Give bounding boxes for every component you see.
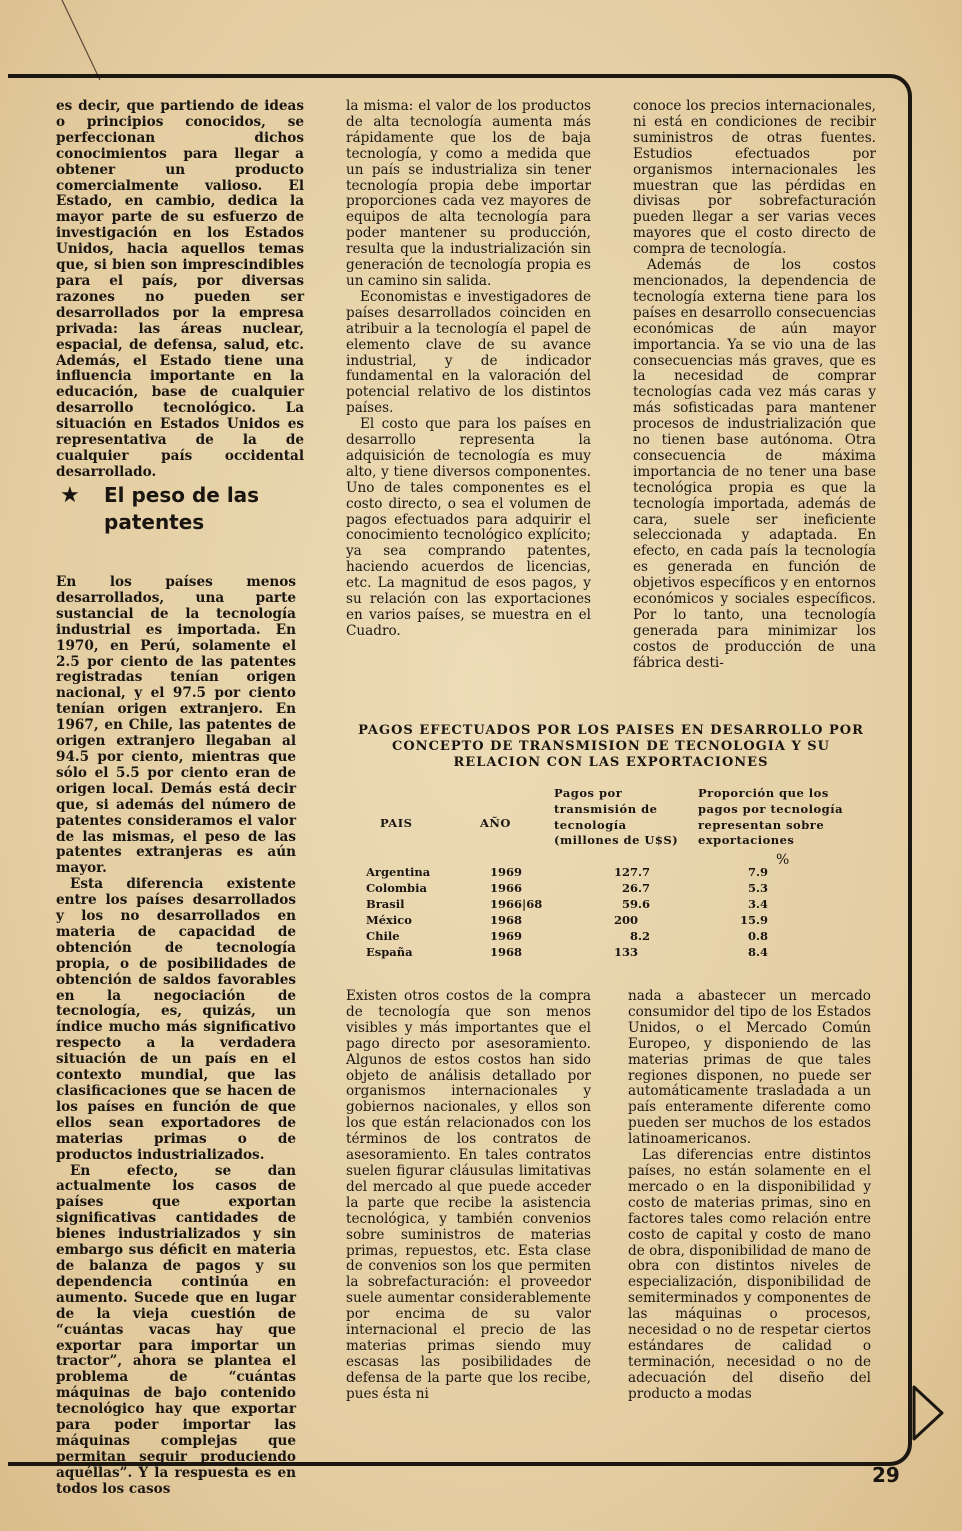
cell-anio: 1966 — [490, 881, 523, 895]
cell-prop: 5.3 — [747, 881, 768, 895]
header-pais: PAIS — [380, 816, 413, 830]
cell-pais: Chile — [366, 929, 400, 943]
table-row — [362, 896, 882, 912]
cell-anio: 1969 — [490, 865, 523, 879]
cell-anio: 1966|68 — [490, 897, 543, 911]
cell-pais: España — [366, 945, 413, 959]
paragraph: Además de los costos mencionados, la dependencia de tecnología externa tiene para los países en desarrollo consecuencias económicas de aún mayor importancia. Ya se vio una de las consecuencias más graves, que es la necesidad de comprar tecnologías cada vez más caras y más sofisticadas para mantener procesos de industrialización que no tienen base autónoma. Otra consecuencia de máxima importancia de no tener una base tecnológica propia es que la tecnología importada, además de cara, suele ser ineficiente seleccionada y adaptada. En efecto, en cada país la tecnología es generada en función de objetivos específicos y en entornos económicos y sociales específicos. Por lo tanto, una tecnología generada para minimizar los costos de producción de una fábrica desti- — [633, 257, 876, 671]
cell-prop: 7.9 — [747, 865, 768, 879]
cell-prop: 8.4 — [747, 945, 768, 959]
cell-pais: Colombia — [366, 881, 427, 895]
column-1-bottom — [56, 575, 296, 1498]
cell-prop: 3.4 — [747, 897, 768, 911]
header-proporcion: Proporción que los pagos por tecnología representan sobre exportaciones — [698, 786, 844, 848]
paragraph: Economistas e investigadores de países desarrollados coinciden en atribuir a la tecnología el papel de elemento clave de su avance industrial, y de indicador fundamental en la valoración del potencial relativo de los distintos países. — [346, 288, 591, 417]
cell-anio: 1968 — [490, 913, 523, 927]
column-2-bottom — [346, 989, 591, 1403]
column-2-top — [346, 99, 591, 640]
paragraph: es decir, que partiendo de ideas o principios conocidos, se perfeccionan dichos conocimientos para llegar a obtener un producto comercialmente valioso. El Estado, en cambio, dedica la mayor parte de su esfuerzo de investigación en los Estados Unidos, hacia aquellos temas que, si bien son imprescindibles para el país, por diversas razones no pueden ser desarrollados por la empresa privada: las áreas nuclear, espacial, de defensa, salud, etc. Además, el Estado tiene una influencia importante en la educación, base de cualquier desarrollo tecnológico. La situación en Estados Unidos es representativa de la de cualquier país occidental desarrollado. — [56, 98, 304, 480]
header-anio: AÑO — [480, 816, 511, 830]
paragraph: El costo que para los países en desarrollo representa la adquisición de tecnología es muy alto, y tiene diversos componentes. Uno de tales componentes es el costo directo, o sea el volumen de pagos efectuados para adquirir el conocimiento tecnológico explícito; ya sea comprando patentes, haciendo acuerdos de licencias, etc. La magnitud de esos pagos, y su relación con las exportaciones en varios países, se muestra en el Cuadro. — [346, 416, 591, 639]
cell-pagos: 200 — [614, 913, 639, 927]
paragraph: Esta diferencia existente entre los países desarrollados y los no desarrollados en materia de capacidad de obtención de tecnología propia, o de posibilidades de obtención de saldos favorables en la negociación de tecnología, es, quizás, un índice mucho más significativo respecto a la verdadera situación de un país en el contexto mundial, que las clasificaciones que se hacen de los países en función de que ellos sean exportadores de materias primas o de productos industrializados. — [56, 876, 296, 1163]
cell-pagos: 127.7 — [613, 865, 650, 879]
paragraph: conoce los precios internacionales, ni está en condiciones de recibir suministros de otras fuentes. Estudios efectuados por organismos internacionales les muestran que las pérdidas en divisas por sobrefacturación pueden llegar a ser varias veces mayores que el costo directo de compra de tecnología. — [633, 98, 876, 258]
cell-pagos: 133 — [614, 945, 639, 959]
cell-pagos: 8.2 — [629, 929, 650, 943]
cell-prop: 15.9 — [739, 913, 768, 927]
table-row — [362, 880, 882, 896]
cell-pais: Brasil — [366, 897, 405, 911]
column-1-top — [56, 99, 304, 481]
column-3-top — [633, 99, 876, 672]
paragraph: Existen otros costos de la compra de tecnología que son menos visibles y más importantes que el pago directo por asesoramiento. Algunos de estos costos han sido objeto de análisis detallado por organismos internacionales y gobiernos nacionales, y ellos son los que están relacionados con los términos de los contratos de asesoramiento. En tales contratos suelen figurar cláusulas limitativas del mercado al que puede acceder la parte que recibe la asistencia tecnológica, y también convenios sobre suministros de materias primas, repuestos, etc. Esta clase de convenios son los que permiten la sobrefacturación: el proveedor suele aumentar considerablemente por encima de su valor internacional el precio de las materias primas siendo muy escasas las posibilidades de defensa de la parte que los recibe, pues ésta ni — [346, 988, 591, 1402]
section-subheading — [56, 482, 296, 536]
margin-pencil-line — [60, 0, 120, 80]
table-title: PAGOS EFECTUADOS POR LOS PAISES EN DESARROLLO POR CONCEPTO DE TRANSMISION DE TECNOLOGIA Y SU RELACION CON LAS EXPORTACIONES — [358, 723, 864, 770]
cell-prop: 0.8 — [747, 929, 768, 943]
cell-pagos: 26.7 — [621, 881, 650, 895]
cell-anio: 1968 — [490, 945, 523, 959]
continue-arrow-icon — [910, 1383, 946, 1443]
paragraph: la misma: el valor de los productos de alta tecnología aumenta más rápidamente que los de baja tecnología, y como a medida que un país se industrializa sin tener tecnología propia debe importar proporciones cada vez mayores de equipos de alta tecnología para poder mantener su producción, resulta que la industrialización sin generación de tecnología propia es un camino sin salida. — [346, 98, 591, 289]
cell-pagos: 59.6 — [621, 897, 650, 911]
page-number: 29 — [872, 1463, 900, 1487]
table-row — [362, 928, 882, 944]
table-row — [362, 944, 882, 960]
cell-anio: 1969 — [490, 929, 523, 943]
paragraph: nada a abastecer un mercado consumidor del tipo de los Estados Unidos, o el Mercado Común Europeo, y disponiendo de las materias primas de que tales regiones disponen, no puede ser automáticamente trasladada a un país enteramente diferente como pueden ser muchos de los estados latinoamericanos. — [628, 988, 871, 1148]
cell-pais: Argentina — [366, 865, 431, 879]
cell-pais: México — [366, 913, 412, 927]
header-pagos: Pagos por transmisión de tecnología (millones de U$S) — [554, 786, 679, 848]
table-row — [362, 864, 882, 880]
subheading-text: El peso de las patentes — [104, 483, 260, 534]
star-icon: ★ — [60, 483, 80, 508]
column-3-bottom — [628, 989, 871, 1403]
percent-sign: % — [776, 852, 790, 868]
paragraph: En efecto, se dan actualmente los casos de países que exportan significativas cantidades de bienes industrializados y sin embargo sus déficit en materia de balanza de pagos y su dependencia continúa en aumento. Sucede que en lugar de la vieja cuestión de “cuántas vacas hay que exportar para importar un tractor”, ahora se plantea el problema de “cuántas máquinas de bajo contenido tecnológico hay que exportar para poder importar las máquinas complejas que permitan seguir produciendo aquéllas”. Y la respuesta es en todos los casos — [56, 1162, 296, 1497]
table-row — [362, 912, 882, 928]
paragraph: En los países menos desarrollados, una parte sustancial de la tecnología industrial es importada. En 1970, en Perú, solamente el 2.5 por ciento de las patentes registradas tenían origen nacional, y el 97.5 por ciento tenían origen extranjero. En 1967, en Chile, las patentes de origen extranjero llegaban al 94.5 por ciento, mientras que sólo el 5.5 por ciento eran de origen local. Demás está decir que, si además del número de patentes consideramos el valor de las mismas, el peso de las patentes extranjeras es aún mayor. — [56, 574, 296, 877]
paragraph: Las diferencias entre distintos países, no están solamente en el mercado o en la disponibilidad y costo de materias primas, sino en factores tales como relación entre costo de capital y costo de mano de obra, disponibilidad de mano de obra con distintos niveles de especialización, disponibilidad de semiterminados y componentes de las máquinas o procesos, necesidad o no de respetar ciertos estándares de calidad o terminación, necesidad o no de adecuación del diseño del producto a modas — [628, 1147, 871, 1402]
